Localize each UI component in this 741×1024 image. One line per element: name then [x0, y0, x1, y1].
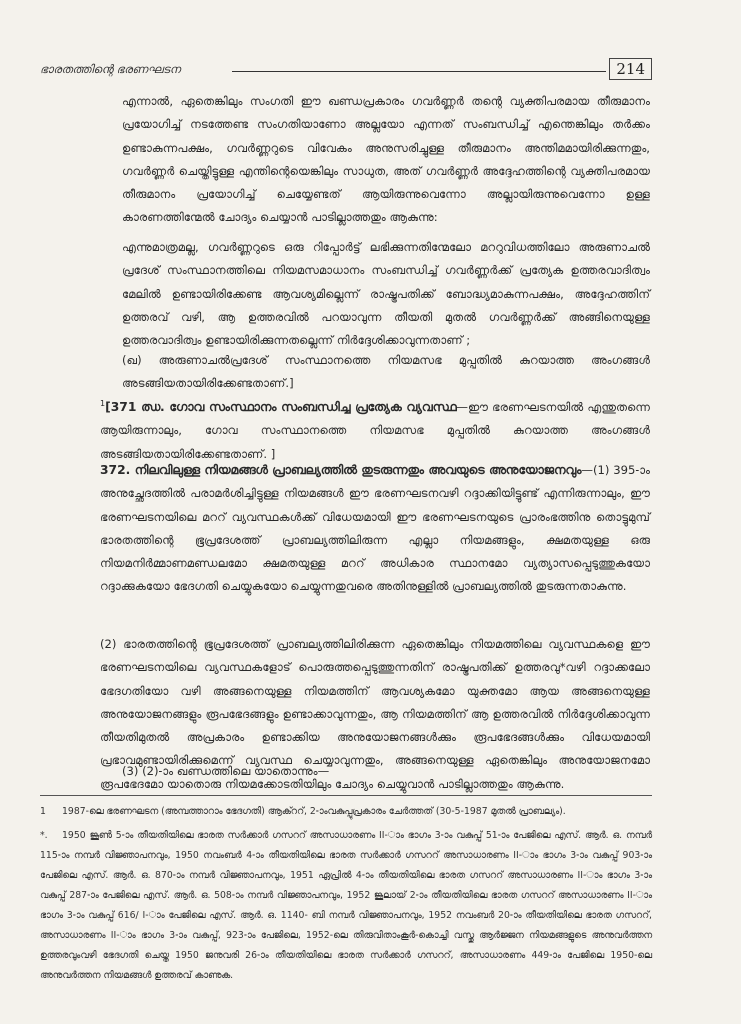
footnote-text: 1950 ജൂൺ 5-ാം തീയതിയിലെ ഭാരത സർക്കാർ ഗസററ് അസാധാരണം II-ാം ഭാഗം 3-ാം വകുപ്പ് 51-ാം പേജിലെ എസ്. ആർ. ഒ. നമ്പർ 115-ാം നമ്പർ വിജ്ഞാപനവും, 1950 നവംബർ 4-ാം തീയതിയിലെ ഭാരത സർക്കാർ ഗസററ് അസാധാരണം II-ാം ഭാഗം 3-ാം വകുപ്പ് 903-ാം പേജിലെ എസ്. ആർ. ഒ. 870-ാം നമ്പർ വിജ്ഞാപനവും, 1951 ഏപ്രിൽ 4-ാം തീയതിയിലെ ഭാരത ഗസററ് അസാധാരണം II-ാം ഭാഗം 3-ാം വകുപ്പ് 287-ാം പേജിലെ എസ്. ആർ. ഒ. 508-ാം നമ്പർ വിജ്ഞാപനവും, 1952 ജൂലായ് 2-ാം തീയതിയിലെ ഭാരത ഗസററ് അസാധാരണം II-ാം ഭാഗം 3-ാം വകുപ്പ് 616/ I-ാം പേജിലെ എസ്. ആർ. ഒ. 1140- ബി നമ്പർ വിജ്ഞാപനവും, 1952 നവംബർ 20-ാം തീയതിയിലെ ഭാരത ഗസററ്, അസാധാരണം II-ാം ഭാഗം 3-ാം വകുപ്പ്, 923-ാം പേജിലെ, 1952-ലെ തിരുവിതാംകൂർ-കൊച്ചി വസ്തു ആർജ്ജന നിയമങ്ങളുടെ അനുവർത്തന ഉത്തരവുംവഴി ഭേദഗതി ചെയ്ത 1950 ജനുവരി 26-ാം തീയതിയിലെ ഭാരത സർക്കാർ ഗസററ്, അസാധാരണം 449-ാം പേജിലെ 1950-ലെ അനുവർത്തന നിയമങ്ങൾ ഉത്തരവ് കാണുക.: [40, 830, 652, 981]
footnote-text: 1987-ലെ ഭരണഘടന (അമ്പത്താറാം ഭേദഗതി) ആക്ററ്, 2-ാംവകുപ്പുപ്രകാരം ചേർത്തത് (30-5-1987 മുതൽ പ്രാബല്യം).: [62, 806, 566, 817]
body-paragraph-2: എന്നുമാത്രമല്ല, ഗവർണ്ണറുടെ ഒരു റിപ്പോർട്ട് ലഭിക്കുന്നതിന്മേലോ മററുവിധത്തിലോ അരുണാചൽ പ്രദേശ് സംസ്ഥാനത്തിലെ നിയമസമാധാനം സംബന്ധിച്ച് ഗവർണ്ണർക്ക് പ്രത്യേക ഉത്തരവാദിത്വം മേലിൽ ഉണ്ടായിരിക്കേണ്ട ആവശ്യമില്ലെന്ന് രാഷ്ട്രപതിക്ക് ബോദ്ധ്യമാകുന്നപക്ഷം, അദ്ദേഹത്തിന് ഉത്തരവ് വഴി, ആ ഉത്തരവിൽ പറയാവുന്ന തീയതി മുതൽ ഗവർണ്ണർക്ക് അങ്ങിനെയുള്ള ഉത്തരവാദിത്വം ഉണ്ടായിരിക്കുന്നതല്ലെന്ന് നിർദ്ദേശിക്കാവുന്നതാണ് ;: [122, 240, 650, 348]
body-paragraph-6: (2) ഭാരതത്തിന്റെ ഭൂപ്രദേശത്ത് പ്രാബല്യത്തിലിരിക്കുന്ന ഏതെങ്കിലും നിയമത്തിലെ വ്യവസ്ഥകളെ ഈ ഭരണഘടനയിലെ വ്യവസ്ഥകളോട് പൊരുത്തപ്പെടുത്തുന്നതിന് രാഷ്ട്രപതിക്ക് ഉത്തരവു*വഴി റദ്ദാക്കലോ ഭേദഗതിയോ വഴി അങ്ങനെയുള്ള നിയമത്തിന് ആവശ്യകമോ യുക്തമോ ആയ അങ്ങനെയുള്ള അനുയോജനങ്ങളും രൂപഭേദങ്ങളും ഉണ്ടാക്കാവുന്നതും, ആ നിയമത്തിന് ആ ഉത്തരവിൽ നിർദ്ദേശിക്കാവുന്ന തീയതിമുതൽ അപ്രകാരം ഉണ്ടാക്കിയ അനുയോജനങ്ങൾക്കും രൂപഭേദങ്ങൾക്കും വിധേയമായി പ്രഭാവമുണ്ടായിരിക്കുമെന്ന് വ്യവസ്ഥ ചെയ്യാവുന്നതും, അങ്ങനെയുള്ള ഏതെങ്കിലും അനുയോജനമോ രൂപഭേദമോ യാതൊരു നിയമക്കോടതിയിലും ചോദ്യം ചെയ്യുവാൻ പാടില്ലാത്തതും ആകുന്നു.: [100, 637, 650, 791]
footnote-rule: [40, 795, 652, 796]
article-text: —(1) 395-ാം അനുച്ഛേദത്തിൽ പരാമർശിച്ചിട്ടുള്ള നിയമങ്ങൾ ഈ ഭരണഘടനവഴി റദ്ദാക്കിയിട്ടുണ്ട് എന്നിരുന്നാലും, ഈ ഭരണഘടനയിലെ മററ് വ്യവസ്ഥകൾക്ക് വിധേയമായി ഈ ഭരണഘടനയുടെ പ്രാരംഭത്തിനു തൊട്ടുമുമ്പ് ഭാരതത്തിന്റെ ഭൂപ്രദേശത്ത് പ്രാബല്യത്തിലിരുന്ന എല്ലാ നിയമങ്ങളും, ക്ഷമതയുള്ള ഒരു നിയമനിർമ്മാണമണ്ഡലമോ ക്ഷമതയുള്ള മററ് അധികാര സ്ഥാനമോ വ്യത്യാസപ്പെടുത്തുകയോ റദ്ദാക്കുകയോ ഭേദഗതി ചെയ്യുകയോ ചെയ്യുന്നതുവരെ അതിനുള്ളിൽ പ്രാബല്യത്തിൽ തുടരുന്നതാകുന്നു.: [100, 463, 650, 594]
page-number: 214: [609, 58, 652, 80]
article-372: [100, 459, 650, 599]
footnote-marker: 1: [100, 399, 106, 409]
article-heading: [371 ഝ. ഗോവ സംസ്ഥാനം സംബന്ധിച്ച പ്രത്യേക വ്യവസ്ഥ: [105, 400, 457, 414]
footnote-marker: *.: [40, 830, 48, 841]
footnote-marker: 1: [40, 806, 46, 817]
body-paragraph-1: എന്നാൽ, ഏതെങ്കിലും സംഗതി ഈ ഖണ്ഡപ്രകാരം ഗവർണ്ണർ തന്റെ വ്യക്തിപരമായ തീരുമാനം പ്രയോഗിച്ച് നടത്തേണ്ട സംഗതിയാണോ അല്ലയോ എന്നത് സംബന്ധിച്ച് എന്തെങ്കിലും തർക്കം ഉണ്ടാകുന്നപക്ഷം, ഗവർണ്ണറുടെ വിവേകം അനുസരിച്ചുള്ള തീരുമാനം അന്തിമമായിരിക്കുന്നതും, ഗവർണ്ണർ ചെയ്തിട്ടുള്ള എന്തിന്റെയെങ്കിലും സാധുത, അത് ഗവർണ്ണർ അദ്ദേഹത്തിന്റെ വ്യക്തിപരമായ തീരുമാനം പ്രയോഗിച്ച് ചെയ്യേണ്ടത് ആയിരുന്നുവെന്നോ അല്ലായിരുന്നുവെന്നോ ഉള്ള കാരണത്തിന്മേൽ ചോദ്യം ചെയ്യാൻ പാടില്ലാത്തതും ആകുന്നു:: [122, 94, 650, 225]
body-paragraph-3: (ഖ) അരുണാചൽപ്രദേശ് സംസ്ഥാനത്തെ നിയമസഭ മുപ്പതിൽ കുറയാത്ത അംഗങ്ങൾ അടങ്ങിയതായിരിക്കേണ്ടതാണ്.]: [122, 353, 650, 391]
body-paragraph-7: (3) (2)-ാം ഖണ്ഡത്തിലെ യാതൊന്നും—: [122, 764, 330, 778]
footnote-2: [40, 826, 652, 986]
footnote-1: [40, 802, 652, 822]
page-header: [40, 58, 652, 84]
article-371i: [100, 396, 650, 466]
article-heading: 372. നിലവിലുള്ള നിയമങ്ങൾ പ്രാബല്യത്തിൽ തുടരുന്നതും അവയുടെ അനുയോജനവും: [100, 463, 582, 477]
article-text: —ഈ ഭരണഘടനയിൽ എന്തുതന്നെ ആയിരുന്നാലും, ഗോവ സംസ്ഥാനത്തെ നിയമസഭ മുപ്പതിൽ കുറയാത്ത അംഗങ്ങൾ അടങ്ങിയതായിരിക്കേണ്ടതാണ്. ]: [100, 400, 651, 461]
header-rule: [232, 71, 606, 72]
running-title: ഭാരതത്തിന്റെ ഭരണഘടന: [40, 62, 181, 76]
